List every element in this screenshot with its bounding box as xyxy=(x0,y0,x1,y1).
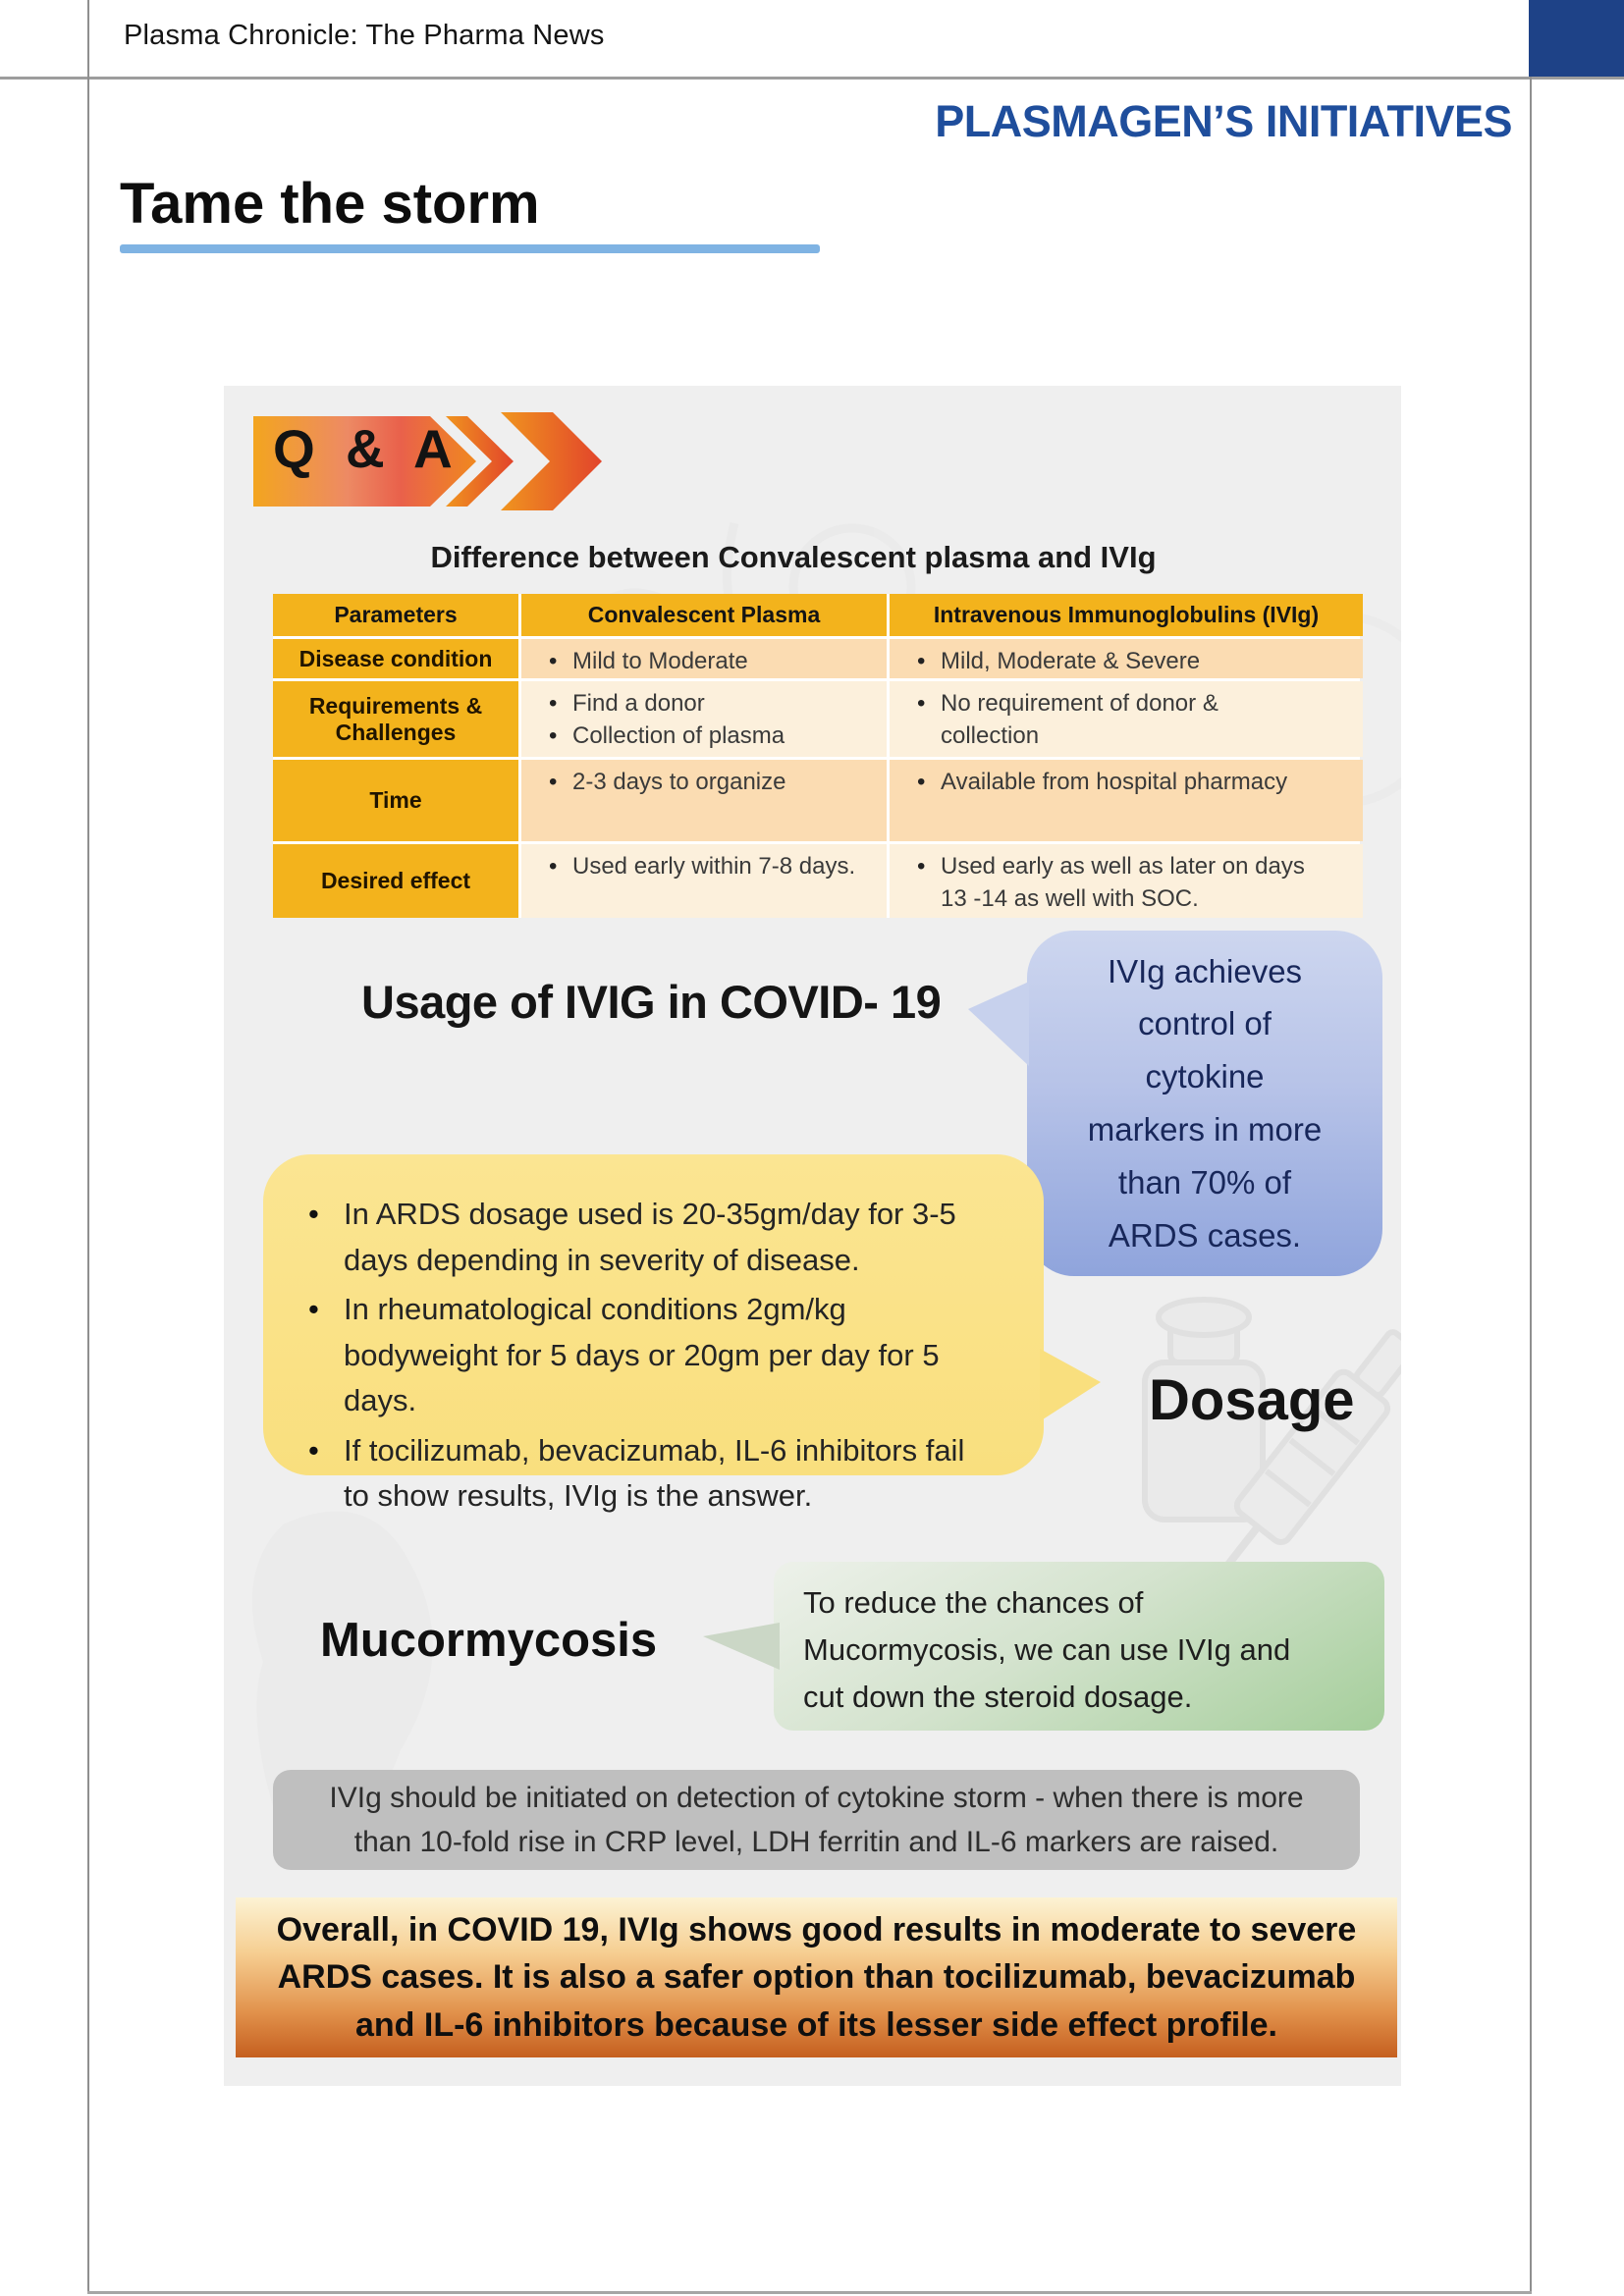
dosage-label: Dosage xyxy=(1149,1368,1355,1432)
bullet-line: • Used early as well as later on days xyxy=(911,850,1305,882)
callout-line: than 70% of xyxy=(1117,1163,1292,1201)
title-underline xyxy=(120,244,820,253)
mucormycosis-callout-text xyxy=(803,1579,1290,1721)
page-title: Tame the storm xyxy=(120,172,540,236)
dosage-bullet: • In ARDS dosage used is 20-35gm/day for 3-5 days depending in severity of disease. xyxy=(300,1192,972,1283)
page-border-left xyxy=(87,0,89,2294)
column-header: Parameters xyxy=(273,594,518,636)
conclusion-note xyxy=(236,1897,1397,2057)
param-cell: Desired effect xyxy=(273,844,518,918)
header-divider-line xyxy=(0,77,1624,80)
dosage-bullets-bubble xyxy=(263,1154,1044,1513)
callout-line: Mucormycosis, we can use IVIg and xyxy=(803,1632,1291,1668)
callout-line: IVIg achieves xyxy=(1107,952,1303,989)
cytokine-storm-note xyxy=(273,1770,1360,1870)
usage-heading: Usage of IVIG in COVID- 19 xyxy=(361,976,942,1028)
page-border-bottom xyxy=(87,2291,1532,2294)
bullet-line: • Mild to Moderate xyxy=(543,645,748,677)
callout-line: markers in more xyxy=(1087,1111,1323,1148)
bullet-line: • Mild, Moderate & Severe xyxy=(911,645,1200,677)
table-cell xyxy=(521,844,887,918)
comparison-table xyxy=(273,594,1360,918)
note-line: ARDS cases. It is also a safer option than tocilizumab, bevacizumab xyxy=(277,1958,1356,1997)
page-border-right xyxy=(1530,77,1532,2294)
bullet-line: • Find a donor xyxy=(543,687,705,720)
table-cell xyxy=(521,681,887,757)
bullet-line: • Used early within 7-8 days. xyxy=(543,850,855,882)
bullet-line-continued: collection xyxy=(941,722,1040,750)
table-title: Difference between Convalescent plasma and IVIg xyxy=(430,540,1157,574)
ivig-callout-text xyxy=(1027,931,1382,1276)
section-title: PLASMAGEN’S INITIATIVES xyxy=(935,96,1512,146)
table-cell xyxy=(890,639,1363,678)
bullet-line: • No requirement of donor & xyxy=(911,687,1218,720)
callout-line: control of xyxy=(1138,1005,1272,1042)
mucormycosis-heading: Mucormycosis xyxy=(320,1614,658,1667)
note-line: and IL-6 inhibitors because of its lesser side effect profile. xyxy=(354,2005,1278,2044)
infographic-panel xyxy=(224,386,1401,2086)
callout-line: ARDS cases. xyxy=(1108,1216,1302,1254)
bullet-line: • Available from hospital pharmacy xyxy=(911,766,1287,798)
masthead-title: Plasma Chronicle: The Pharma News xyxy=(124,20,605,51)
table-cell xyxy=(890,760,1363,841)
note-line: IVIg should be initiated on detection of cytokine storm - when there is more xyxy=(329,1782,1304,1814)
table-cell xyxy=(890,681,1363,757)
qa-badge-label: Q & A xyxy=(273,418,460,479)
callout-line: cut down the steroid dosage. xyxy=(803,1680,1193,1715)
bullet-line: • Collection of plasma xyxy=(543,720,785,752)
callout-line: cytokine xyxy=(1145,1058,1265,1095)
table-cell xyxy=(890,844,1363,918)
dosage-bullet: • In rheumatological conditions 2gm/kg bodyweight for 5 days or 20gm per day for 5 days. xyxy=(300,1287,972,1424)
param-cell: Requirements & Challenges xyxy=(273,681,518,757)
dosage-bullet: • If tocilizumab, bevacizumab, IL-6 inhibitors fail to show results, IVIg is the answer. xyxy=(300,1428,972,1520)
table-cell xyxy=(521,639,887,678)
callout-line: To reduce the chances of xyxy=(803,1585,1144,1620)
column-header: Convalescent Plasma xyxy=(521,594,887,636)
bullet-line-continued: 13 -14 as well with SOC. xyxy=(941,885,1199,913)
table-cell xyxy=(521,760,887,841)
note-line: than 10-fold rise in CRP level, LDH ferritin and IL-6 markers are raised. xyxy=(353,1826,1279,1858)
mucormycosis-callout-bubble xyxy=(774,1562,1384,1731)
param-cell: Time xyxy=(273,760,518,841)
note-line: Overall, in COVID 19, IVIg shows good results in moderate to severe xyxy=(276,1911,1357,1949)
ivig-callout-bubble xyxy=(1027,931,1382,1276)
corner-accent-block xyxy=(1529,0,1624,77)
bullet-line: • 2-3 days to organize xyxy=(543,766,785,798)
dosage-bullet-list xyxy=(300,1192,988,1520)
param-cell: Disease condition xyxy=(273,639,518,678)
column-header: Intravenous Immunoglobulins (IVIg) xyxy=(890,594,1363,636)
